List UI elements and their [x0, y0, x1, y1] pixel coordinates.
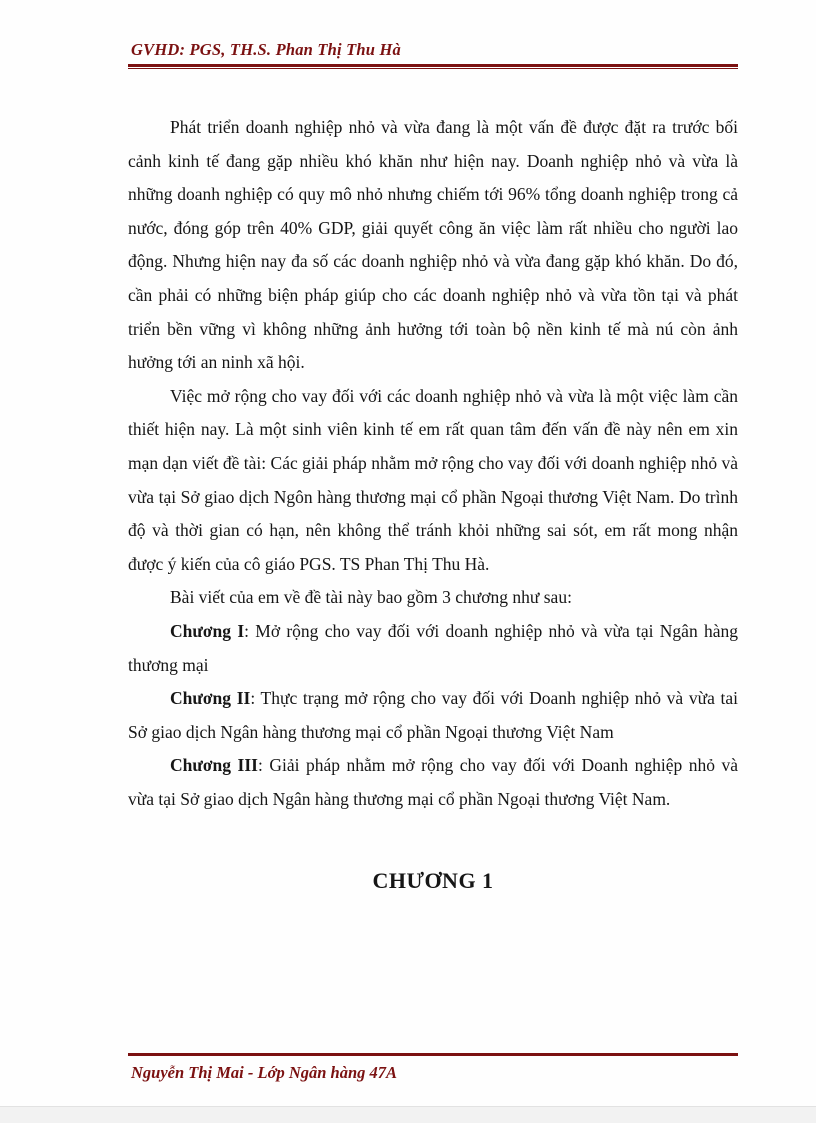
chapter-label-2: Chương II: [170, 688, 251, 709]
header-rule-thin: [128, 68, 738, 69]
footer-title: Nguyễn Thị Mai - Lớp Ngân hàng 47A: [131, 1063, 398, 1082]
page-bottom-edge: [0, 1106, 816, 1123]
chapter-text-1: Mở rộng cho vay đối với doanh nghiệp nhỏ và vừa tại Ngân hàng thương mại: [128, 620, 738, 675]
footer-rule-thin: [128, 1055, 738, 1056]
chapter-entry-2: [128, 682, 738, 749]
chapter-label-3: Chương III: [170, 755, 258, 776]
chapter-separator-2: :: [250, 688, 261, 709]
page-footer: [128, 1053, 738, 1084]
chapter-text-3: Giải pháp nhằm mở rộng cho vay đối với Doanh nghiệp nhỏ và vừa tại Sở giao dịch Ngân hàng thương mại cổ phần Ngoại thương Việt Nam.: [128, 755, 738, 809]
paragraph-3: Bài viết của em về đề tài này bao gồm 3 chương như sau:: [170, 587, 572, 608]
chapter-entry-1: [128, 615, 738, 682]
page-header: [128, 40, 738, 69]
chapter-separator-3: :: [257, 755, 270, 776]
chapter-label-1: Chương I: [170, 620, 245, 641]
chapter-heading: CHƯƠNG 1: [372, 868, 494, 894]
header-title: GVHD: PGS, TH.S. Phan Thị Thu Hà: [131, 40, 401, 59]
chapter-text-2: Thực trạng mở rộng cho vay đối với Doanh nghiệp nhỏ và vừa tai Sở giao dịch Ngân hàng thương mại cổ phần Ngoại thương Việt Nam: [128, 688, 739, 742]
chapter-separator-1: :: [244, 620, 256, 641]
paragraph-2: Việc mở rộng cho vay đối với các doanh nghiệp nhỏ và vừa là một việc làm cần thiết hiện nay. Là một sinh viên kinh tế em rất quan tâm đến vấn đề này nên em xin mạn dạn viết đề tài: Các giải pháp nhằm mở rộng cho vay đối với doanh nghiệp nhỏ và vừa tại Sở giao dịch Ngôn hàng thương mại cổ phần Ngoại thương Việt Nam. Do trình độ và thời gian có hạn, nên không thể tránh khỏi những sai sót, em rất mong nhận được ý kiến của cô giáo PGS. TS Phan Thị Thu Hà.: [128, 385, 738, 574]
page-content-area: [128, 40, 738, 903]
document-body: [128, 111, 738, 903]
paragraph-1: Phát triển doanh nghiệp nhỏ và vừa đang là một vấn đề được đặt ra trước bối cảnh kinh tế đang gặp nhiều khó khăn như hiện nay. Doanh nghiệp nhỏ và vừa là những doanh nghiệp có quy mô nhỏ nhưng chiếm tới 96% tổng doanh nghiệp trong cả nước, đóng góp trên 40% GDP, giải quyết công ăn việc làm rất nhiều cho người lao động. Nhưng hiện nay đa số các doanh nghiệp nhỏ và vừa đang gặp khó khăn. Do đó, cần phải có những biện pháp giúp cho các doanh nghiệp nhỏ và vừa tồn tại và phát triển bền vững vì không những ảnh hưởng tới toàn bộ nền kinh tế mà nú còn ảnh hưởng tới an ninh xã hội.: [128, 117, 738, 373]
header-rule-thick: [128, 64, 738, 67]
chapter-entry-3: [128, 749, 738, 816]
